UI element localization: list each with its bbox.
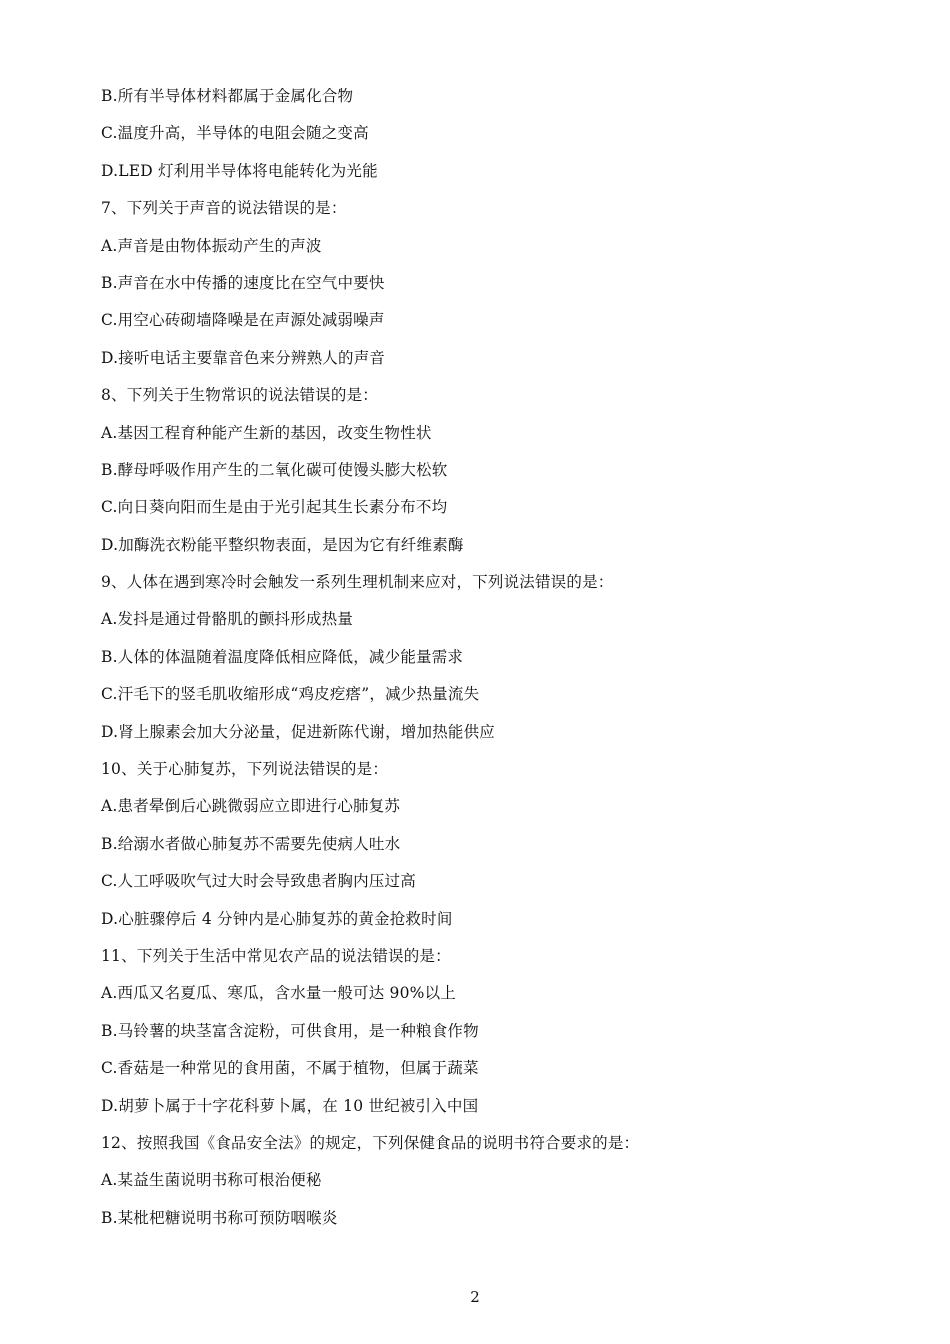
option-line: B.给溺水者做心肺复苏不需要先使病人吐水: [101, 834, 401, 853]
page-number: 2: [470, 1288, 480, 1306]
option-line: C.人工呼吸吹气过大时会导致患者胸内压过高: [101, 872, 416, 891]
option-line: B.某枇杷糖说明书称可预防咽喉炎: [101, 1208, 338, 1227]
option-line: B.马铃薯的块茎富含淀粉，可供食用，是一种粮食作物: [101, 1021, 479, 1040]
option-line: C.香菇是一种常见的食用菌，不属于植物，但属于蔬菜: [101, 1059, 479, 1078]
option-line: C.汗毛下的竖毛肌收缩形成“鸡皮疙瘩”，减少热量流失: [101, 685, 480, 704]
option-line: C.用空心砖砌墙降噪是在声源处减弱噪声: [101, 311, 385, 330]
option-line: D.接听电话主要靠音色来分辨熟人的声音: [101, 348, 386, 367]
option-line: D.心脏骤停后 4 分钟内是心肺复苏的黄金抢救时间: [101, 909, 453, 928]
option-line: A.基因工程育种能产生新的基因，改变生物性状: [101, 423, 432, 442]
option-line: D.胡萝卜属于十字花科萝卜属，在 10 世纪被引入中国: [101, 1096, 479, 1115]
option-line: B.所有半导体材料都属于金属化合物: [101, 87, 354, 105]
option-line: D.加酶洗衣粉能平整织物表面，是因为它有纤维素酶: [101, 535, 464, 554]
question-stem: 8、下列关于生物常识的说法错误的是：: [101, 386, 378, 405]
option-line: A.西瓜又名夏瓜、寒瓜，含水量一般可达 90%以上: [101, 984, 457, 1003]
question-stem: 12、按照我国《食品安全法》的规定，下列保健食品的说明书符合要求的是：: [101, 1133, 640, 1152]
option-line: B.人体的体温随着温度降低相应降低，减少能量需求: [101, 647, 464, 666]
option-line: A.声音是由物体振动产生的声波: [101, 236, 322, 255]
option-line: C.温度升高，半导体的电阻会随之变高: [101, 124, 369, 143]
question-stem: 10、关于心肺复苏，下列说法错误的是：: [101, 760, 389, 779]
option-line: D.肾上腺素会加大分泌量，促进新陈代谢，增加热能供应: [101, 722, 496, 741]
option-line: A.患者晕倒后心跳微弱应立即进行心肺复苏: [101, 797, 401, 816]
option-line: B.酵母呼吸作用产生的二氧化碳可使馒头膨大松软: [101, 460, 448, 479]
option-line: A.某益生菌说明书称可根治便秘: [101, 1171, 322, 1190]
option-line: C.向日葵向阳而生是由于光引起其生长素分布不均: [101, 498, 448, 517]
question-text-block: [101, 83, 881, 1242]
question-stem: 7、下列关于声音的说法错误的是：: [101, 199, 347, 218]
option-line: D.LED 灯利用半导体将电能转化为光能: [101, 161, 378, 180]
question-stem: 11、下列关于生活中常见农产品的说法错误的是：: [101, 946, 451, 965]
question-stem: 9、人体在遇到寒冷时会触发一系列生理机制来应对，下列说法错误的是：: [101, 573, 614, 592]
option-line: A.发抖是通过骨骼肌的颤抖形成热量: [101, 610, 354, 629]
option-line: B.声音在水中传播的速度比在空气中要快: [101, 273, 385, 292]
